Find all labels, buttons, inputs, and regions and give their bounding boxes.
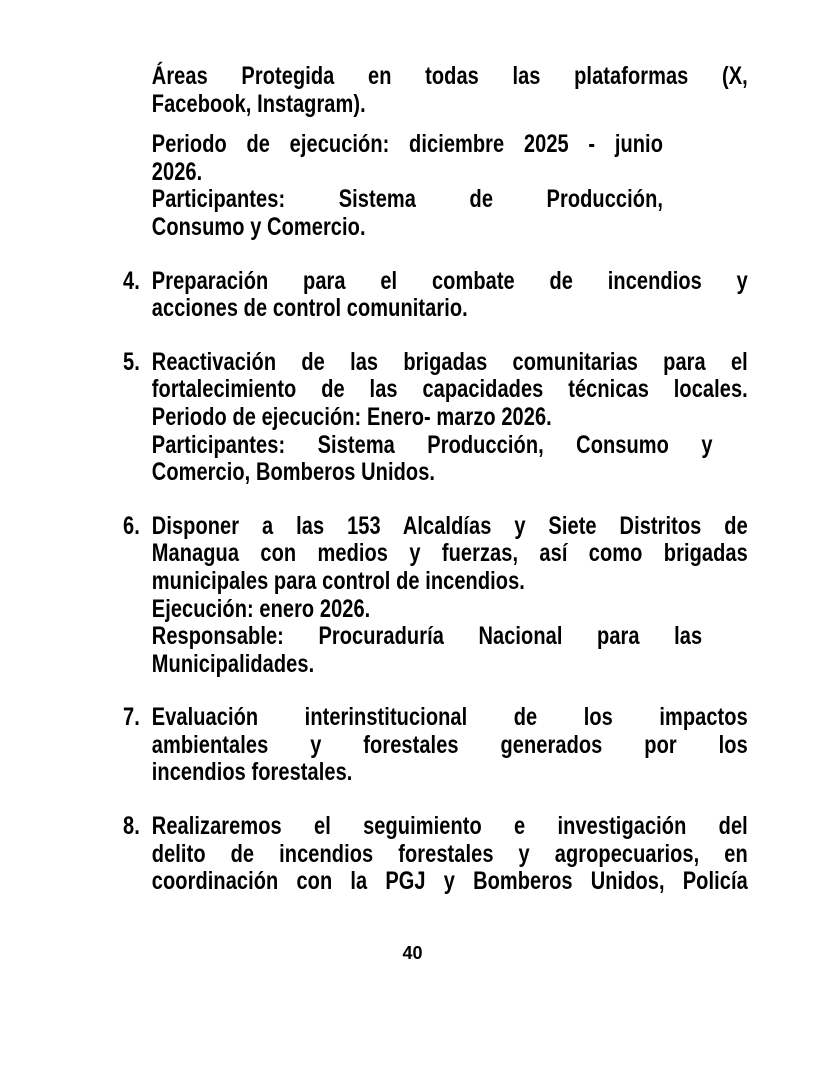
text-line: Preparación para el combate de incendios y <box>151 266 748 295</box>
list-item-number: 7. <box>123 703 140 732</box>
paragraph-periodo-participantes <box>152 131 749 241</box>
text-line: coordinación con la PGJ y Bomberos Unidos, Policía <box>151 867 748 896</box>
text-line: municipales para control de incendios. <box>151 566 525 595</box>
text-line: Consumo y Comercio. <box>151 212 366 241</box>
text-line: Evaluación interinstitucional de los impactos <box>151 703 748 732</box>
text-line: Ejecución: enero 2026. <box>151 594 371 623</box>
text-line: Responsable: Procuraduría Nacional para las <box>151 622 703 651</box>
text-line: ambientales y forestales generados por los <box>151 730 748 759</box>
text-line: Áreas Protegida en todas las plataformas (X, <box>151 62 748 90</box>
list-item-number: 5. <box>123 347 140 376</box>
list-item-number: 8. <box>123 812 140 841</box>
text-line: Comercio, Bomberos Unidos. <box>151 458 436 487</box>
text-line: Participantes: Sistema de Producción, <box>151 185 664 214</box>
paragraph-areas-protegidas <box>152 63 749 118</box>
list-item-number: 4. <box>123 266 140 295</box>
text-line: delito de incendios forestales y agropecuarios, en <box>151 839 748 868</box>
list-item-number: 6. <box>123 511 140 540</box>
list-item-4 <box>123 268 749 323</box>
page-content <box>123 63 749 896</box>
text-line: Reactivación de las brigadas comunitarias para el <box>151 347 748 376</box>
text-line: Facebook, Instagram). <box>151 89 366 118</box>
text-line: Periodo de ejecución: diciembre 2025 - junio <box>151 130 664 159</box>
text-line: acciones de control comunitario. <box>151 294 468 323</box>
text-line: Managua con medios y fuerzas, así como brigadas <box>151 539 748 568</box>
text-line: incendios forestales. <box>151 758 353 787</box>
text-line: fortalecimiento de las capacidades técnicas locales. <box>151 375 748 404</box>
list-item-5 <box>123 349 749 487</box>
text-line: Participantes: Sistema Producción, Consumo y <box>151 430 713 459</box>
text-line: Periodo de ejecución: Enero- marzo 2026. <box>151 402 552 431</box>
list-item-7 <box>123 704 749 787</box>
text-line: 2026. <box>151 157 203 186</box>
text-line: Municipalidades. <box>151 649 315 678</box>
list-item-8 <box>123 813 749 896</box>
text-line: Disponer a las 153 Alcaldías y Siete Distritos de <box>151 511 748 540</box>
text-line: Realizaremos el seguimiento e investigación del <box>151 812 748 841</box>
list-item-6 <box>123 513 749 679</box>
page-number: 40 <box>402 943 423 963</box>
